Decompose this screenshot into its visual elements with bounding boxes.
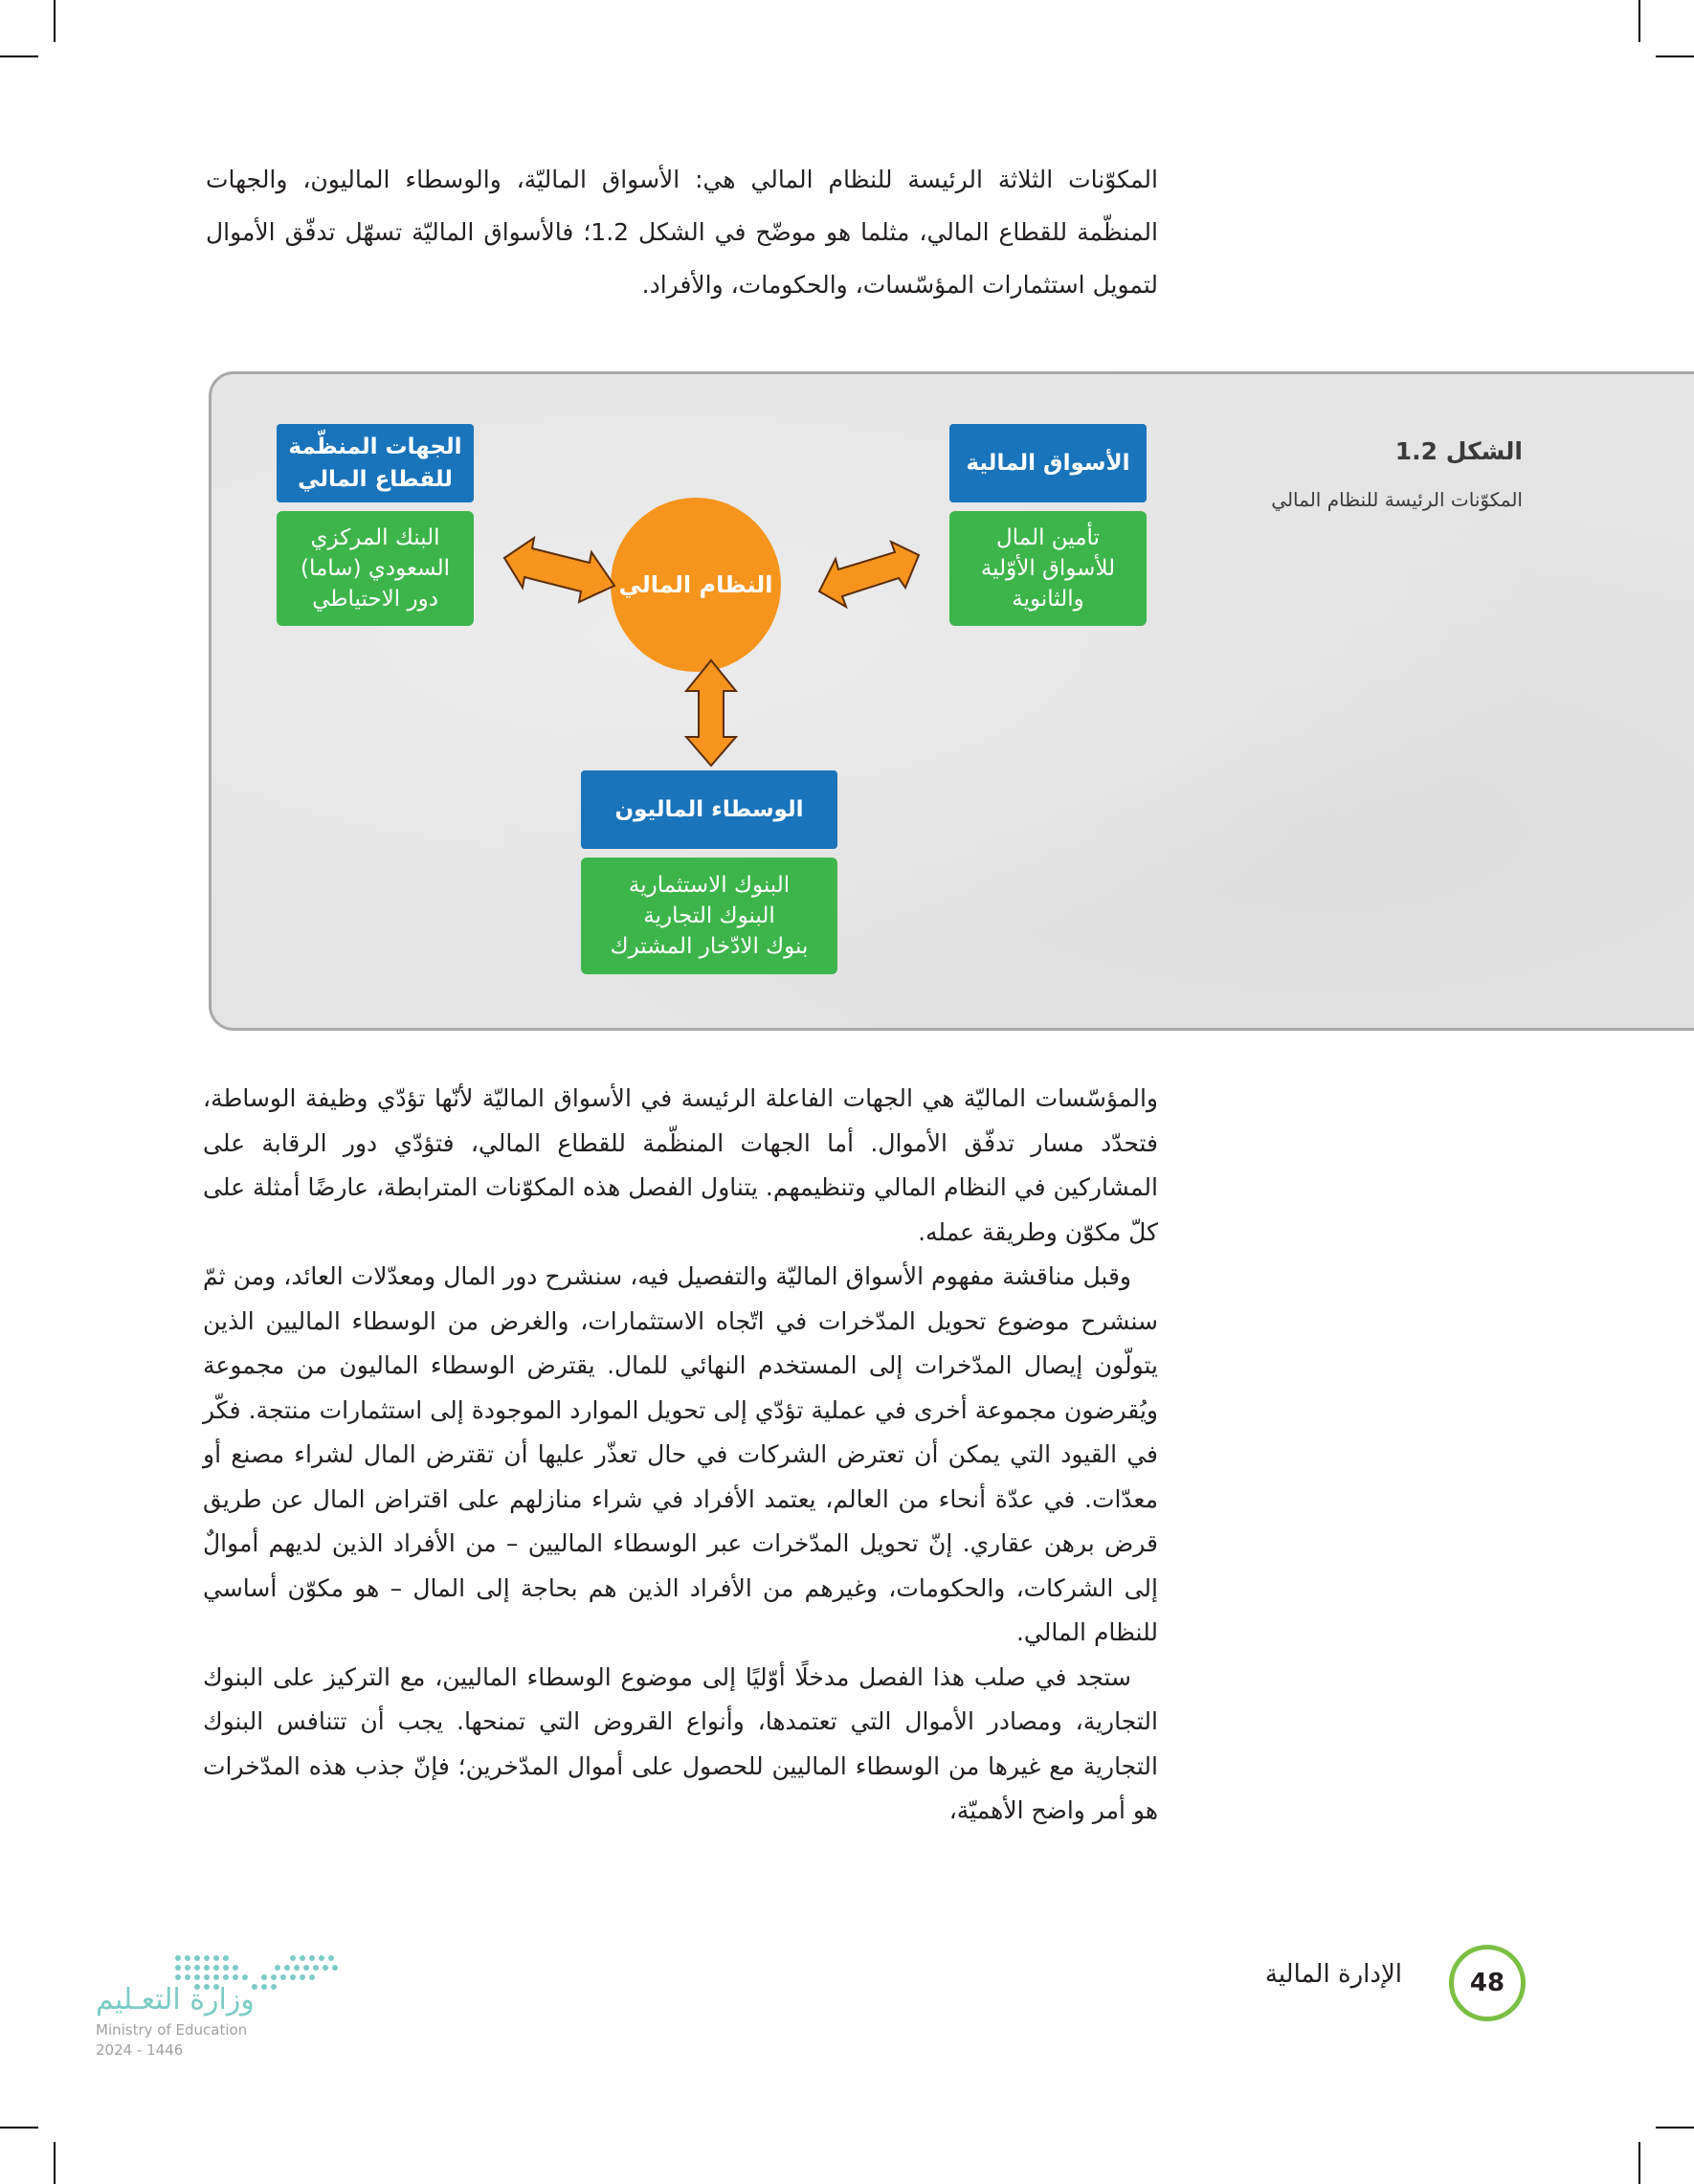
intermediaries-label: الوسطاء الماليون: [614, 797, 804, 822]
regulators-detail-box: البنك المركزي السعودي (ساما) دور الاحتياطي: [277, 511, 474, 626]
markets-detail-box: تأمين المال للأسواق الأوّلية والثانوية: [949, 511, 1147, 626]
intro-text: المكوّنات الثلاثة الرئيسة للنظام المالي هي: الأسواق الماليّة، والوسطاء الماليون، والجهات المنظّمة للقطاع المالي، مثلما هو موضّح في الشكل 1.2؛ فالأسواق الماليّة تسهّل تدفّق الأموال لتمويل استثمارات المؤسّسات، والحكومات، والأفراد.: [206, 166, 1158, 299]
ministry-name-arabic: وزارة التعـليم: [96, 1983, 255, 2017]
financial-system-label: النظام المالي: [618, 571, 773, 598]
figure-caption: المكوّنات الرئيسة للنظام المالي: [1271, 488, 1523, 511]
page-number: [1449, 1945, 1526, 2021]
body-paragraph-3: ستجد في صلب هذا الفصل مدخلًا أوّليًا إلى موضوع الوسطاء الماليين، مع التركيز على البنوك التجارية، ومصادر الأموال التي تعتمدها، وأنواع القروض التي تمنحها. يجب أن تتنافس البنوك التجارية مع غيرها من الوسطاء الماليين للحصول على أموال المدّخرين؛ فإنّ جذب هذه المدّخرات هو أمر واضح الأهميّة،: [203, 1662, 1158, 1824]
ministry-year: 2024 - 1446: [96, 2041, 184, 2059]
intermediaries-detail-box: البنوك الاستثمارية البنوك التجارية بنوك الادّخار المشترك: [581, 858, 837, 974]
ministry-name-english: Ministry of Education: [96, 2021, 248, 2039]
body-text: [203, 1077, 1158, 1834]
figure-title: الشكل 1.2: [1394, 437, 1523, 465]
double-arrow-left: [504, 538, 614, 602]
body-paragraph-1: والمؤسّسات الماليّة هي الجهات الفاعلة الرئيسة في الأسواق الماليّة لأنّها تؤدّي وظيفة الوساطة، فتحدّد مسار تدفّق الأموال. أما الجهات المنظّمة للقطاع المالي، فتؤدّي دور الرقابة على المشاركين في النظام المالي وتنظيمهم. يتناول الفصل هذه المكوّنات المترابطة، عارضًا أمثلة على كلّ مكوّن وطريقة عمله.: [203, 1084, 1158, 1246]
regulators-label: الجهات المنظّمة للقطاع المالي: [288, 435, 462, 492]
crop-mark: [54, 2142, 56, 2184]
page-number-text: 48: [1469, 1969, 1505, 1997]
markets-label: الأسواق المالية: [966, 451, 1130, 476]
double-arrow-right: [819, 542, 919, 607]
double-arrow-down: [686, 660, 736, 766]
body-paragraph-2: وقبل مناقشة مفهوم الأسواق الماليّة والتفصيل فيه، سنشرح دور المال ومعدّلات العائد، ومن ثمّ سنشرح موضوع تحويل المدّخرات في اتّجاه الاستثمارات، والغرض من الوسطاء الماليين الذين يتولّون إيصال المدّخرات إلى المستخدم النهائي للمال. يقترض الوسطاء الماليون من مجموعة ويُقرضون مجموعة أخرى في عملية تؤدّي إلى تحويل الموارد الموجودة إلى استثمارات منتجة. فكّر في القيود التي يمكن أن تعترض الشركات في حال تعذّر عليها أن تقترض المال لشراء مصنع أو معدّات. في عدّة أنحاء من العالم، يعتمد الأفراد في شراء منازلهم على اقتراض المال عن طريق قرض برهن عقاري. إنّ تحويل المدّخرات عبر الوسطاء الماليين – من الأفراد الذين لديهم أموالٌ إلى الشركات، والحكومات، وغيرهم من الأفراد الذين هم بحاجة إلى المال – هو مكوّن أساسي للنظام المالي.: [203, 1262, 1158, 1646]
crop-mark: [1638, 2142, 1640, 2184]
crop-mark: [0, 2127, 38, 2128]
book-title: الإدارة المالية: [1264, 1960, 1402, 1989]
figure-arrows: [0, 0, 1694, 1053]
crop-mark: [1656, 2127, 1694, 2128]
